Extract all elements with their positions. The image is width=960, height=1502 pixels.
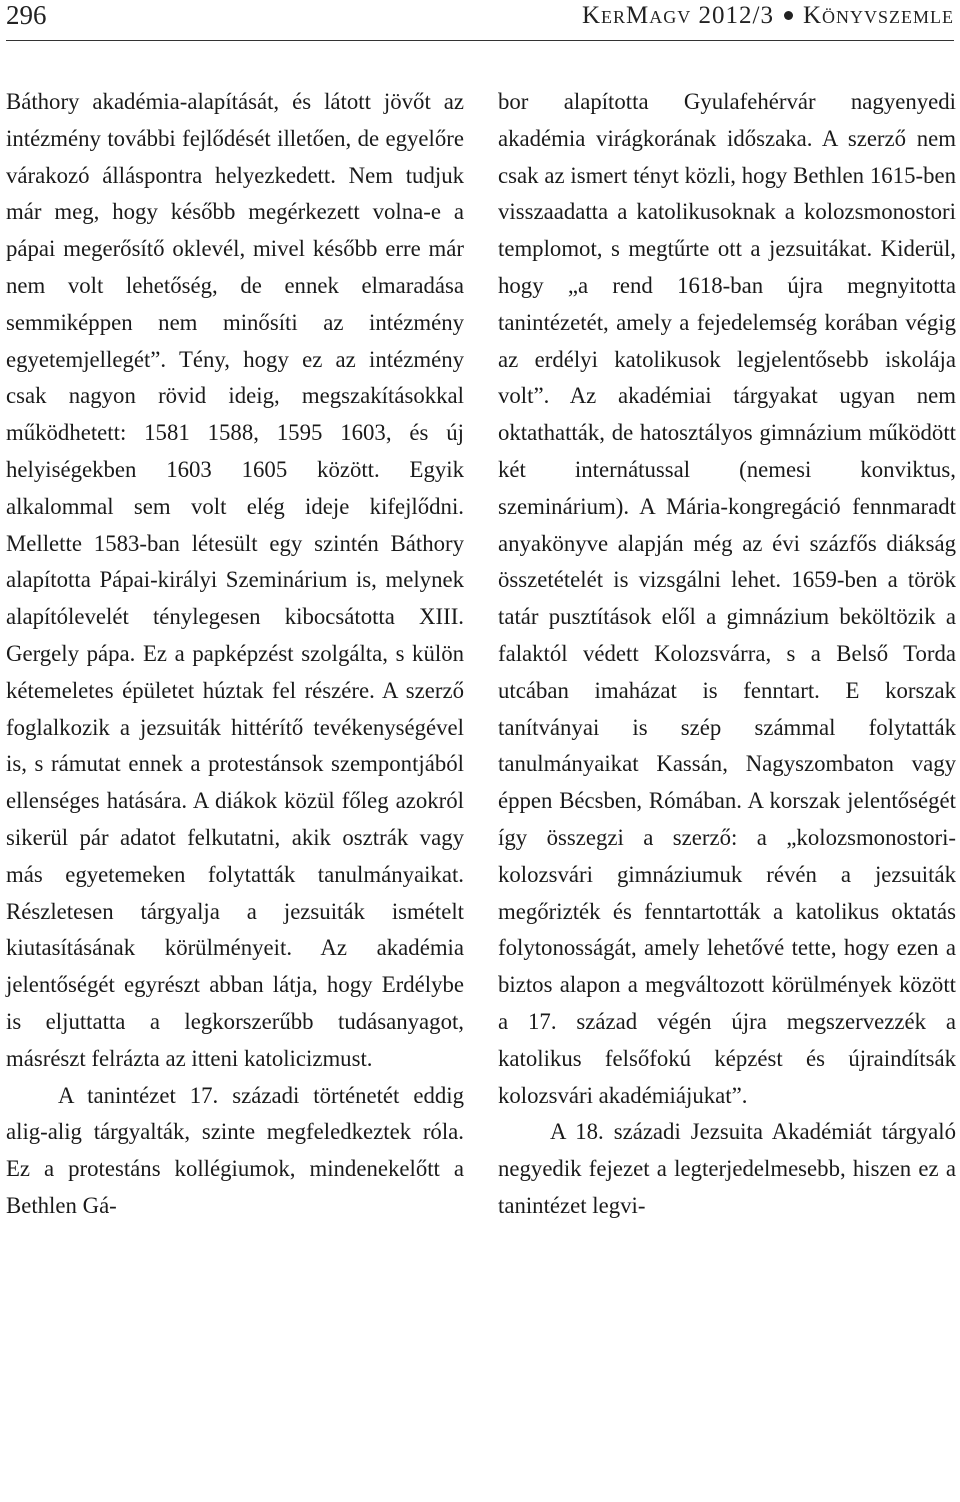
left-column <box>6 84 464 1225</box>
left-paragraph-2: A tanintézet 17. századi történetét eddig alig-alig tárgyalták, szinte megfeledkeztek róla. Ez a protestáns kollégiumok, mindenekelőtt a Bethlen Gá- <box>6 1082 464 1218</box>
running-header <box>6 0 954 41</box>
journal-title: KerMagv 2012/3 <box>581 2 774 29</box>
section-title: Könyvszemle <box>802 2 954 29</box>
left-paragraph-1: Báthory akadémia-alapítását, és látott jövőt az intézmény további fejlődését illetően, de egyelőre várakozó álláspontra helyezkedett. Nem tudjuk már meg, hogy később megérkezett volna-e a pápai megerősítő oklevél, mivel később erre már nem volt lehetőség, de ennek elmaradása semmiképpen nem minősíti az intézmény egyetemjellegét”. Tény, hogy ez az intézmény csak nagyon rövid ideig, megszakításokkal működhetett: 1581 1588, 1595 1603, és új helyiségekben 1603 1605 között. Egyik alkalommal sem volt elég ideje kifejlődni. Mellette 1583-ban létesült egy szintén Báthory alapította Pápai-királyi Szeminárium is, melynek alapítólevelét ténylegesen kibocsátotta XIII. Gergely pápa. Ez a papképzést szolgálta, s külön kétemeletes épületet húztak fel részére. A szerző foglalkozik a jezsuiták hittérítő tevékenységével is, s rámutat ennek a protestánsok szempontjából ellenséges hatására. A diákok közül főleg azokról sikerül pár adatot felkutatni, akik osztrák vagy más egyetemeken folytatták tanulmányaikat. Részletesen tárgyalja a jezsuiták ismételt kiutasításának körülményeit. Az akadémia jelentőségét egyrészt abban látja, hogy Erdélybe is eljuttatta a legkorszerűbb tudásanyagot, másrészt felrázta az itteni katolicizmust. <box>6 89 464 1071</box>
right-paragraph-1: bor alapította Gyulafehérvár nagyenyedi akadémia virágkorának időszaka. A szerző nem csak az ismert tényt közli, hogy Bethlen 1615-ben visszaadatta a katolikusoknak a kolozsmonostori templomot, s megtűrte ott a jezsuitákat. Kiderül, hogy „a rend 1618-ban újra megnyitotta tanintézetét, amely a fejedelemség korában végig az erdélyi katolikusok legjelentősebb iskolája volt”. Az akadémiai tárgyakat ugyan nem oktathatták, de hatosztályos gimnázium működött két internátussal (nemesi konviktus, szeminárium). A Mária-kongregáció fennmaradt anyakönyve alapján még az évi százfős diákság összetételét is vizsgálni lehet. 1659-ben a török tatár pusztítások elől a gimnázium beköltözik a falaktól védett Kolozsvárra, s a Belső Torda utcában imaházat is fenntart. E korszak tanítványai is szép számmal folytatták tanulmányaikat Kassán, Nagyszombaton vagy éppen Bécsben, Rómában. A korszak jelentőségét így összegzi a szerző: a „kolozsmonostori-kolozsvári gimnáziumuk révén a jezsuiták megőrizték és fenntartották a katolikus oktatás folytonosságát, amely lehetővé tette, hogy ezen a biztos alapon a megváltozott körülmények között a 17. század végén újra megszervezzék a katolikus felsőfokú képzést és újraindítsák kolozsvári akadémiájukat”. <box>498 89 956 1108</box>
page-number: 296 <box>6 0 47 30</box>
running-head <box>582 2 954 30</box>
bullet-separator-icon <box>784 11 793 20</box>
right-paragraph-2: A 18. századi Jezsuita Akadémiát tárgyaló negyedik fejezet a legterjedelmesebb, hiszen ez a tanintézet legvi- <box>498 1119 956 1218</box>
right-column <box>498 84 956 1225</box>
